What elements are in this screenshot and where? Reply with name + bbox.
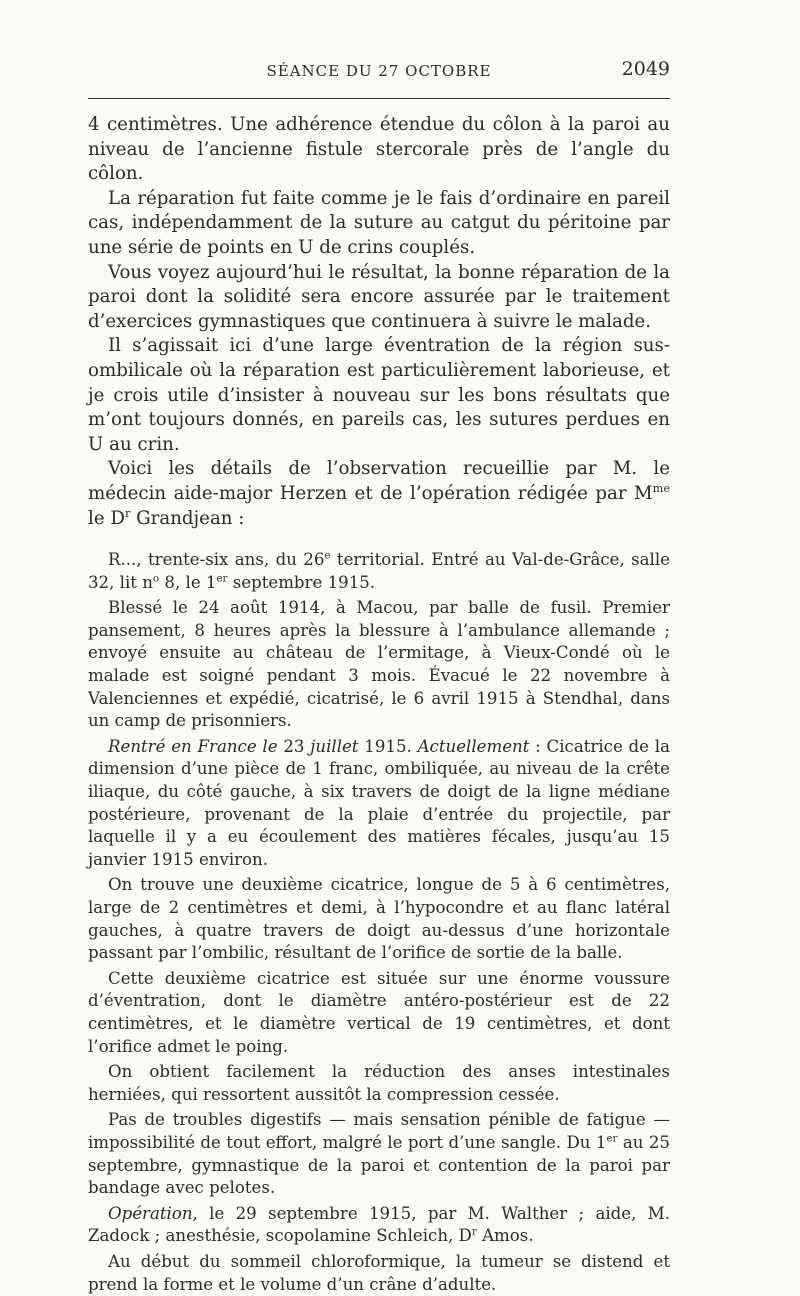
paragraph-2: La réparation fut faite comme je le fais d’ordinaire en pareil cas, indépendamment de la suture au catgut du péritoine par une série de points en U de crins couplés. [88,187,670,258]
paragraph-4: Il s’agissait ici d’une large éventration de la région sus-ombilicale où la réparation est particulièrement laborieuse, et je crois utile d’insister à nouveau sur les bons résultats que m’ont toujours donnés, en pareils cas, les sutures perdues en U au crin. [88,335,670,455]
page-header [88,56,670,86]
observation-block [88,549,670,1296]
observation-paragraph-4: On trouve une deuxième cicatrice, longue de 5 à 6 centimètres, large de 2 centimètres et demi, à l’hypocondre et au flanc latéral gauches, à quatre travers de doigt au-dessus d’une horizontale passant par l’ombilic, résultant de l’orifice de sortie de la balle. [88,875,670,963]
observation-paragraph-1: R..., trente-six ans, du 26e territorial. Entré au Val-de-Grâce, salle 32, lit $n^o$ 8, le 1er septembre 1915. [88,549,670,592]
observation-paragraph-9: Au début du sommeil chloroformique, la tumeur se distend et prend la forme et le volume d’un crâne d’adulte. [88,1251,670,1294]
paragraph-3: Vous voyez aujourd’hui le résultat, la bonne réparation de la paroi dont la solidité sera encore assurée par le traitement d’exercices gymnastiques que continuera à suivre le malade. [88,261,670,332]
running-title: SÉANCE DU 27 OCTOBRE [266,62,492,80]
observation-paragraph-3: Rentré en France le 23 juillet 1915. Actuellement : Cicatrice de la dimension d’une pièce de 1 franc, ombiliquée, au niveau de la crête iliaque, du côté gauche, à six travers de doigt de la ligne médiane postérieure, provenant de la plaie d’entrée du projectile, par laquelle il y a eu écoulement des matières fécales, jusqu’au 15 janvier 1915 environ. [88,736,670,869]
paragraph-1: 4 centimètres. Une adhérence étendue du côlon à la paroi au niveau de l’ancienne fistule stercorale près de l’angle du côlon. [88,114,670,185]
main-text [88,113,670,1296]
observation-paragraph-7: Pas de troubles digestifs — mais sensation pénible de fatigue — impossibilité de tout effort, malgré le port d’une sangle. Du 1er au 25 septembre, gymnastique de la paroi et contention de la paroi par bandage avec pelotes. [88,1110,670,1198]
observation-paragraph-2: Blessé le 24 août 1914, à Macou, par balle de fusil. Premier pansement, 8 heures après la blessure à l’ambulance allemande ; envoyé ensuite au château de l’ermitage, à Vieux-Condé où le malade est soigné pendant 3 mois. Évacué le 22 novembre à Valenciennes et expédié, cicatrisé, le 6 avril 1915 à Stendhal, dans un camp de prisonniers. [88,598,670,731]
observation-paragraph-8: Opération, le 29 septembre 1915, par M. Walther ; aide, M. Zadock ; anesthésie, scopolamine Schleich, $D^r$ Amos. [88,1203,670,1246]
page-number: 2049 [621,58,670,80]
paragraph-5: Voici les détails de l’observation recueillie par M. le médecin aide-major Herzen et de l’opération rédigée par $M^{me}$ le $D^r$ Grandjean : [88,458,670,529]
header-rule [88,98,670,99]
observation-paragraph-6: On obtient facilement la réduction des anses intestinales herniées, qui ressortent aussitôt la compression cessée. [88,1062,670,1104]
observation-paragraph-5: Cette deuxième cicatrice est située sur une énorme voussure d’éventration, dont le diamètre antéro-postérieur est de 22 centimètres, et le diamètre vertical de 19 centimètres, et dont l’orifice admet le poing. [88,968,670,1056]
